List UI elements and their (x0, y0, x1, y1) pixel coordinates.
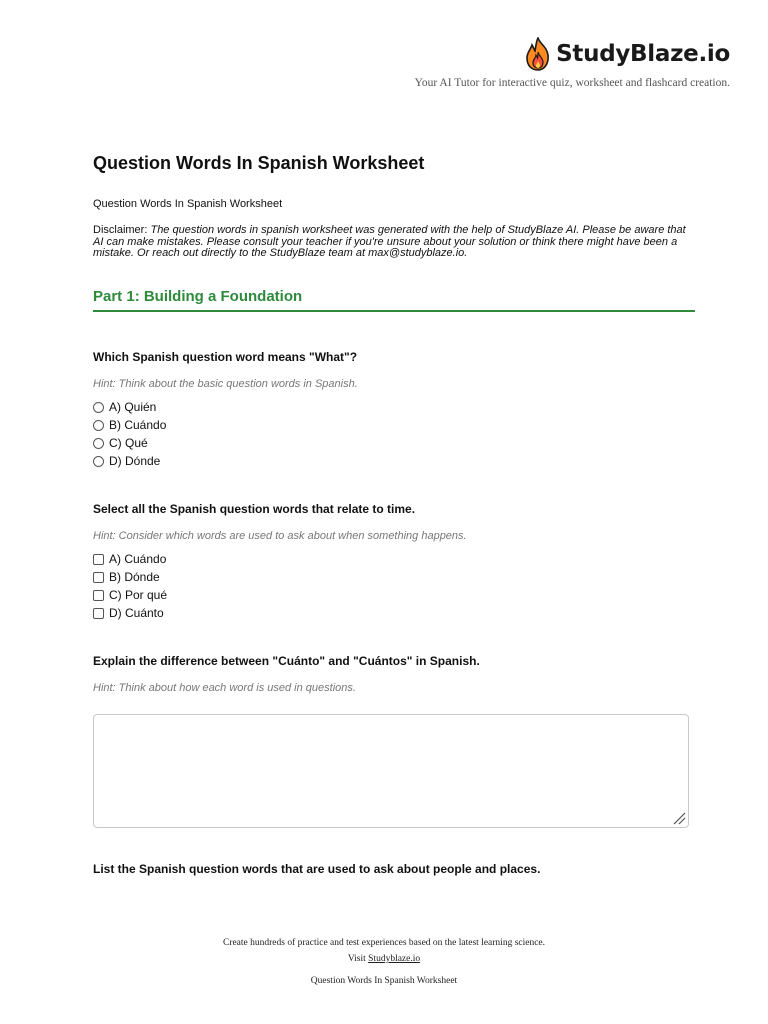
option-label: A) Quién (109, 400, 157, 414)
section-divider (93, 310, 695, 312)
question-1-option-b[interactable] (93, 417, 166, 433)
question-2-text: Select all the Spanish question words that relate to time. (93, 502, 416, 516)
question-1-option-c[interactable] (93, 435, 148, 451)
option-label: C) Qué (109, 436, 148, 450)
resize-handle-icon[interactable] (672, 811, 686, 825)
option-label: A) Cuándo (109, 552, 167, 566)
option-label: B) Dónde (109, 570, 160, 584)
radio-button[interactable] (93, 456, 104, 467)
question-1-option-d[interactable] (93, 453, 160, 469)
option-label: D) Dónde (109, 454, 161, 468)
radio-button[interactable] (93, 402, 104, 413)
worksheet-subtitle: Question Words In Spanish Worksheet (93, 198, 283, 210)
footer-promo: Create hundreds of practice and test experiences based on the latest learning science. (222, 938, 546, 948)
footer-doc-title: Question Words In Spanish Worksheet (310, 976, 458, 986)
question-4-text: List the Spanish question words that are used to ask about people and places. (93, 862, 541, 876)
brand-name: StudyBlaze.io (556, 41, 730, 67)
brand-logo (524, 37, 730, 71)
question-3-hint: Hint: Think about how each word is used in questions. (93, 682, 356, 694)
flame-icon (524, 37, 552, 71)
checkbox[interactable] (93, 554, 104, 565)
question-3-text: Explain the difference between "Cuánto" and "Cuántos" in Spanish. (93, 654, 480, 668)
question-2-option-c[interactable] (93, 587, 167, 603)
question-1-option-a[interactable] (93, 399, 156, 415)
radio-button[interactable] (93, 438, 104, 449)
disclaimer (93, 225, 695, 260)
checkbox[interactable] (93, 590, 104, 601)
checkbox[interactable] (93, 572, 104, 583)
disclaimer-text: The question words in spanish worksheet was generated with the help of StudyBlaze AI. Please be aware that AI can make mistakes. Please consult your teacher if you're unsure about your solution or think there might have been a mistake. Or reach out directly to the StudyBlaze team at max@studyblaze.io. (93, 224, 686, 259)
option-label: B) Cuándo (109, 418, 167, 432)
worksheet-title: Question Words In Spanish Worksheet (93, 153, 425, 173)
question-2-option-a[interactable] (93, 551, 166, 567)
brand-tagline: Your AI Tutor for interactive quiz, worksheet and flashcard creation. (414, 77, 730, 89)
question-1-hint: Hint: Think about the basic question words in Spanish. (93, 378, 358, 390)
section-title: Part 1: Building a Foundation (93, 288, 303, 305)
question-3-answer-textarea[interactable] (93, 714, 689, 828)
radio-button[interactable] (93, 420, 104, 431)
question-2-option-d[interactable] (93, 605, 164, 621)
checkbox[interactable] (93, 608, 104, 619)
footer-visit (0, 954, 768, 964)
option-label: D) Cuánto (109, 606, 164, 620)
footer-studyblaze-link[interactable]: Studyblaze.io (368, 954, 421, 964)
option-label: C) Por qué (109, 588, 168, 602)
question-2-option-b[interactable] (93, 569, 160, 585)
footer-visit-label: Visit (347, 954, 366, 964)
question-1-text: Which Spanish question word means "What"? (93, 350, 358, 364)
disclaimer-label: Disclaimer: (93, 224, 148, 236)
question-2-hint: Hint: Consider which words are used to ask about when something happens. (93, 530, 467, 542)
